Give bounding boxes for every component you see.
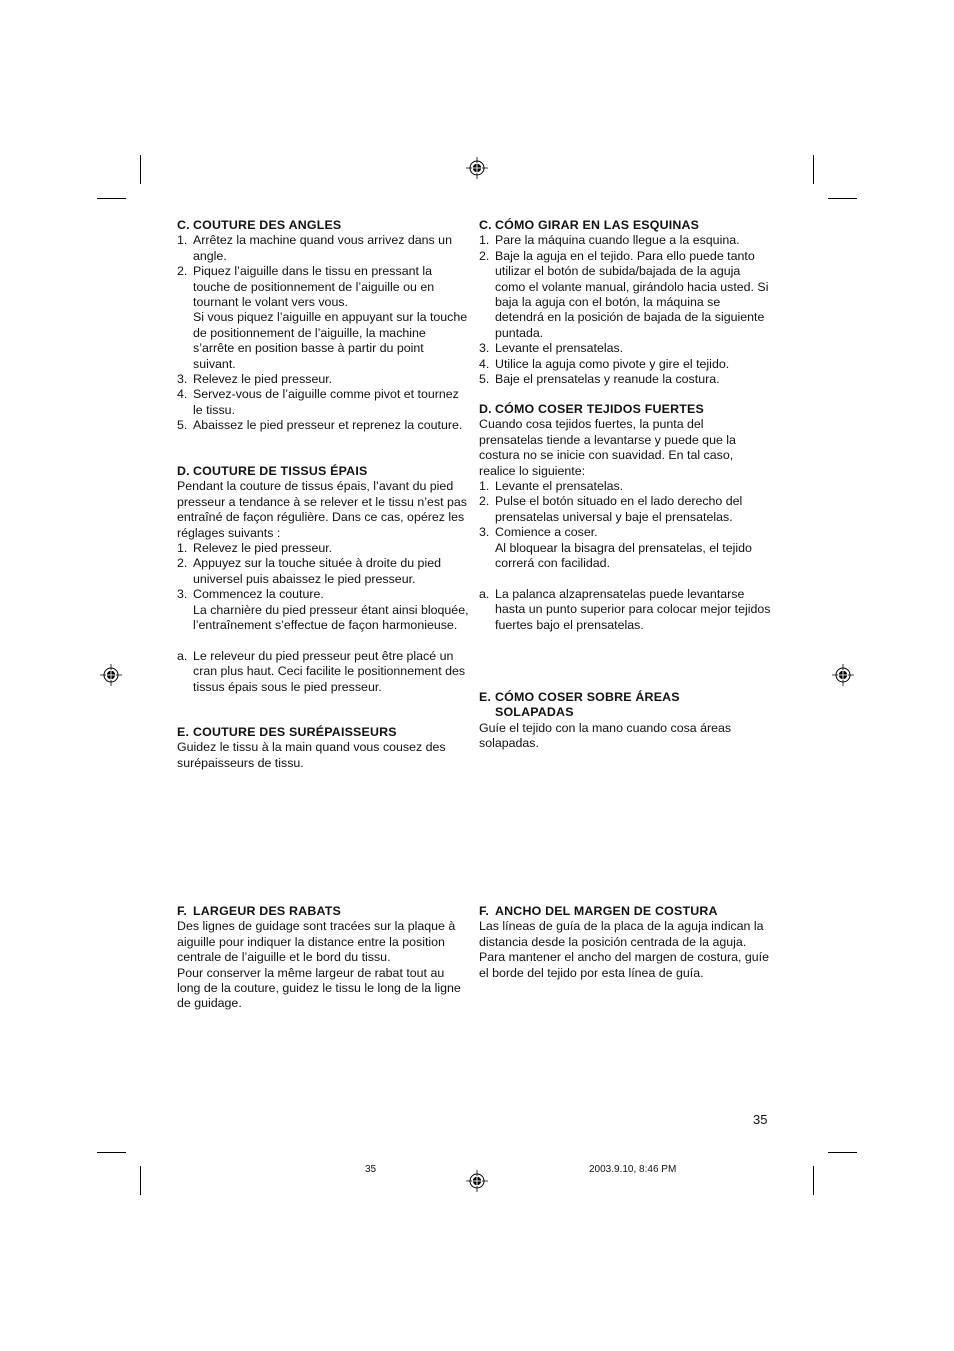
section-c-es [479,218,771,387]
list-item: 5. Abaissez le pied presseur et reprenez la couture. [177,418,463,433]
crop-mark [828,1152,857,1153]
list-item: 4. Servez-vous de l’aiguille comme pivot et tournez le tissu. [177,387,459,417]
list-item: 2. Appuyez sur la touche située à droite du pied universel puis abaissez le pied presseur. [177,556,441,586]
note-item: a. La palanca alzaprensatelas puede levantarse hasta un punto superior para colocar mejor tejidos fuertes bajo el prensatelas. [479,586,771,632]
section-heading: F. ANCHO DEL MARGEN DE COSTURA [479,904,718,918]
section-heading: F. LARGEUR DES RABATS [177,904,341,918]
page-number: 35 [753,1112,768,1127]
crop-mark [140,1166,141,1195]
section-intro: Cuando cosa tejidos fuertes, la punta del prensatelas tiende a levantarse y puede que la costura no se inicie con suavidad. En tal caso, realice lo siguiente: [479,417,736,478]
list-item: 2. Pulse el botón situado en el lado derecho del prensatelas universal y baje el prensatelas. [479,494,743,524]
footer-timestamp: 2003.9.10, 8:46 PM [589,1164,677,1175]
registration-mark-icon [100,664,122,686]
list-item: 2. Piquez l’aiguille dans le tissu en pressant la touche de positionnement de l’aiguille ou en tournant le volant vers vous. [177,264,435,310]
registration-mark-icon [466,1170,488,1192]
section-body: Pour conserver la même largeur de rabat tout au long de la couture, guidez le tissu le long de la ligne de guidage. [177,965,461,1011]
footer-page-ref: 35 [365,1164,377,1175]
registration-mark-icon [466,157,488,179]
section-e-es [479,690,771,752]
list-item: 3. Commencez la couture. [177,587,324,602]
list-item: 3. Comience a coser. [479,525,598,540]
section-heading: E. CÓMO COSER SOBRE ÁREAS SOLAPADAS [479,690,680,720]
section-heading: E. COUTURE DES SURÉPAISSEURS [177,725,397,739]
list-item: Si vous piquez l’aiguille en appuyant sur la touche de positionnement de l’aiguille, la machine s’arrête en position basse à partir du point suivant. [193,310,468,371]
list-item: La charnière du pied presseur étant ainsi bloquée, l’entraînement s’effectue de façon harmonieuse. [193,602,469,633]
section-f-es [479,904,771,981]
crop-mark [97,1152,126,1153]
section-d-es [479,402,771,633]
section-heading: C. COUTURE DES ANGLES [177,218,342,232]
crop-mark [813,1166,814,1195]
list-item: 4. Utilice la aguja como pivote y gire el tejido. [479,356,730,371]
list-item: Al bloquear la bisagra del prensatelas, el tejido correrá con facilidad. [495,540,752,571]
list-item: 1. Arrêtez la machine quand vous arrivez dans un angle. [177,233,452,263]
section-body: Des lignes de guidage sont tracées sur la plaque à aiguille pour indiquer la distance entre la position centrale de l’aiguille et le bord du tissu. [177,919,456,965]
section-body: Para mantener el ancho del margen de costura, guíe el borde del tejido por esta línea de guía. [479,950,769,980]
list-item: 2. Baje la aguja en el tejido. Para ello puede tanto utilizar el botón de subida/bajada de la aguja como el volante manual, girándolo hacia usted. Si baja la aguja con el botón, la máquina se detendrá en la posición de bajada de la siguiente puntada. [479,248,769,340]
section-heading: D. CÓMO COSER TEJIDOS FUERTES [479,402,704,416]
section-body: Guíe el tejido con la mano cuando cosa áreas solapadas. [479,720,732,751]
list-item: 1. Pare la máquina cuando llegue a la esquina. [479,233,740,248]
list-item: 3. Relevez le pied presseur. [177,372,333,387]
list-item: 1. Levante el prensatelas. [479,479,624,494]
crop-mark [813,155,814,184]
list-item: 1. Relevez le pied presseur. [177,541,333,556]
section-f-fr [177,904,469,1012]
section-heading: D. COUTURE DE TISSUS ÉPAIS [177,464,368,478]
section-c-fr [177,218,469,434]
section-body: Guidez le tissu à la main quand vous cousez des surépaisseurs de tissu. [177,740,446,770]
section-d-fr [177,464,469,695]
crop-mark [828,198,857,199]
crop-mark [140,155,141,184]
registration-mark-icon [832,664,854,686]
note-item: a. Le releveur du pied presseur peut être placé un cran plus haut. Ceci facilite le positionnement des tissus épais sous le pied presseur. [177,648,466,694]
list-item: 3. Levante el prensatelas. [479,341,624,356]
section-heading: C. CÓMO GIRAR EN LAS ESQUINAS [479,218,700,232]
section-body: Las líneas de guía de la placa de la aguja indican la distancia desde la posición centrada de la aguja. [479,919,764,949]
section-intro: Pendant la couture de tissus épais, l’avant du pied presseur a tendance à se relever et le tissu n’est pas entraîné de façon régulière. Dans ce cas, opérez les réglages suivants : [177,479,467,540]
list-item: 5. Baje el prensatelas y reanude la costura. [479,372,720,387]
section-e-fr [177,725,469,771]
crop-mark [97,198,126,199]
